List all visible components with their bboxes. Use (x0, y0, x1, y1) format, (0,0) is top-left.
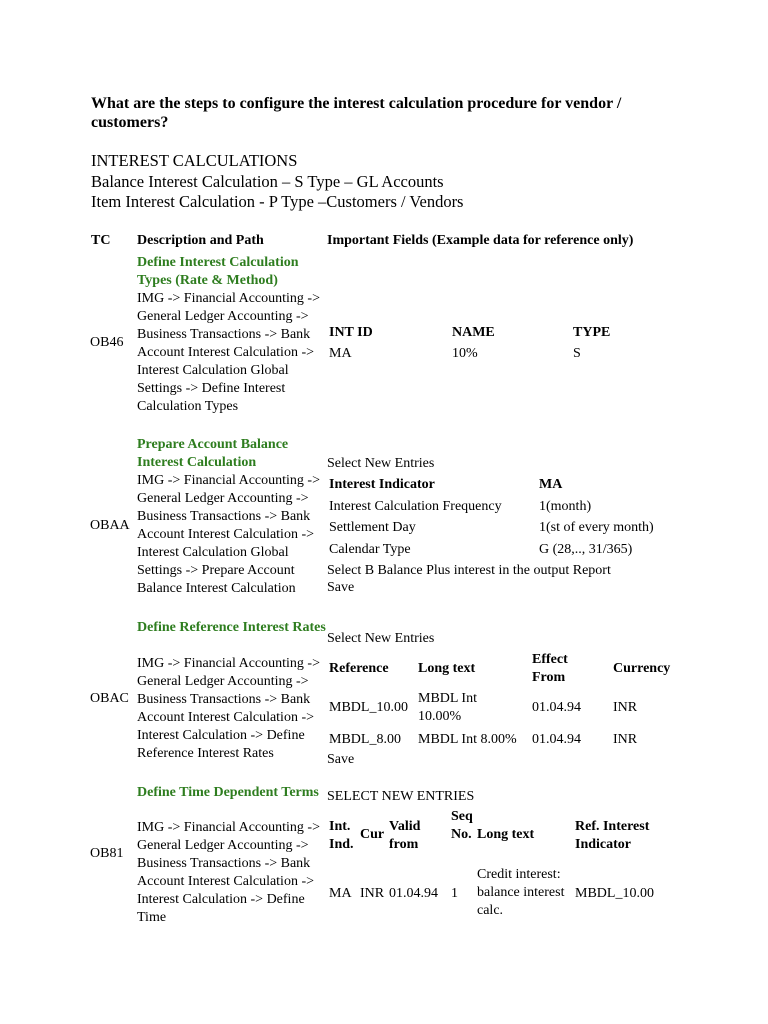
obaa-value-frequency: 1(month) (539, 499, 592, 514)
obac-col-reference: Reference (329, 661, 389, 676)
ob46-val-int-id: MA (329, 346, 352, 361)
obac-col-long-text: Long text (418, 661, 476, 676)
row-title-obaa: Prepare Account Balance Interest Calculation (137, 437, 289, 470)
obaa-save: Save (327, 580, 355, 595)
row-title-obac: Define Reference Interest Rates (137, 620, 326, 635)
section-title: INTEREST CALCULATIONS (91, 151, 298, 170)
obac-e2-currency: INR (613, 732, 638, 747)
obac-select-new-entries: Select New Entries (327, 631, 435, 646)
ob81-e1-ref-interest-indicator: MBDL_10.00 (575, 886, 654, 901)
obaa-select-new-entries: Select New Entries (327, 456, 435, 471)
obaa-label-interest-indicator: Interest Indicator (329, 477, 435, 492)
obac-col-effect-from: Effect From (532, 652, 568, 685)
row-tc-ob81: OB81 (90, 846, 124, 861)
obac-col-currency: Currency (613, 661, 671, 676)
obaa-label-settlement-day: Settlement Day (329, 520, 416, 535)
heading-line-1: Balance Interest Calculation – S Type – GL Accounts (91, 172, 444, 191)
ob81-col-int-ind: Int. Ind. (329, 819, 354, 852)
ob46-col-name: NAME (452, 325, 495, 340)
obac-e1-reference: MBDL_10.00 (329, 700, 408, 715)
obac-e2-effect-from: 01.04.94 (532, 732, 581, 747)
obac-e1-currency: INR (613, 700, 638, 715)
row-tc-ob46: OB46 (90, 335, 124, 350)
obaa-output-note: Select B Balance Plus interest in the output Report (327, 563, 611, 578)
obac-e1-long-text: MBDL Int 10.00% (418, 691, 477, 724)
heading-line-2: Item Interest Calculation - P Type –Customers / Vendors (91, 192, 464, 211)
obac-e1-effect-from: 01.04.94 (532, 700, 581, 715)
ob81-e1-int-ind: MA (329, 886, 352, 901)
obac-e2-long-text: MBDL Int 8.00% (418, 732, 517, 747)
row-tc-obac: OBAC (90, 691, 129, 706)
ob81-col-seq-no: Seq No. (451, 809, 473, 842)
obac-e2-reference: MBDL_8.00 (329, 732, 401, 747)
row-title-ob81: Define Time Dependent Terms (137, 785, 319, 800)
ob81-col-ref-interest-indicator: Ref. Interest Indicator (575, 819, 650, 852)
ob46-col-int-id: INT ID (329, 325, 373, 340)
header-tc: TC (91, 233, 111, 248)
ob81-col-cur: Cur (360, 827, 385, 842)
ob46-col-type: TYPE (573, 325, 611, 340)
ob46-val-type: S (573, 346, 581, 361)
row-tc-obaa: OBAA (90, 518, 130, 533)
row-path-ob46: IMG -> Financial Accounting -> General Ledger Accounting -> Business Transactions -> Bank Account Interest Calculation -> Interest Calculation Global Settings -> Define Interest Calculation Types (137, 291, 320, 414)
obaa-value-settlement-day: 1(st of every month) (539, 520, 654, 535)
row-path-ob81: IMG -> Financial Accounting -> General Ledger Accounting -> Business Transactions -> Bank Account Interest Calculation -> Interest Calculation -> Define Time (137, 820, 320, 925)
row-title-ob46: Define Interest Calculation Types (Rate & Method) (137, 255, 299, 288)
ob81-e1-valid-from: 01.04.94 (389, 886, 438, 901)
row-path-obaa: IMG -> Financial Accounting -> General Ledger Accounting -> Business Transactions -> Bank Account Interest Calculation -> Interest Calculation Global Settings -> Prepare Account Balance Interest Calculation (137, 473, 320, 596)
ob81-col-valid-from: Valid from (389, 819, 421, 852)
ob81-e1-cur: INR (360, 886, 385, 901)
ob81-e1-seq-no: 1 (451, 886, 458, 901)
ob81-e1-long-text: Credit interest: balance interest calc. (477, 867, 565, 918)
question: What are the steps to configure the interest calculation procedure for vendor / customers? (91, 95, 622, 131)
ob46-val-name: 10% (452, 346, 478, 361)
header-fields: Important Fields (Example data for reference only) (327, 233, 634, 248)
obaa-value-interest-indicator: MA (539, 477, 563, 492)
obaa-label-calendar-type: Calendar Type (329, 542, 411, 557)
header-description: Description and Path (137, 233, 264, 248)
obaa-label-frequency: Interest Calculation Frequency (329, 499, 502, 514)
ob81-col-long-text: Long text (477, 827, 535, 842)
ob81-select-new-entries: SELECT NEW ENTRIES (327, 789, 475, 804)
row-path-obac: IMG -> Financial Accounting -> General Ledger Accounting -> Business Transactions -> Bank Account Interest Calculation -> Interest Calculation -> Define Reference Interest Rates (137, 656, 320, 761)
obaa-value-calendar-type: G (28,.., 31/365) (539, 542, 633, 557)
obac-save: Save (327, 752, 355, 767)
